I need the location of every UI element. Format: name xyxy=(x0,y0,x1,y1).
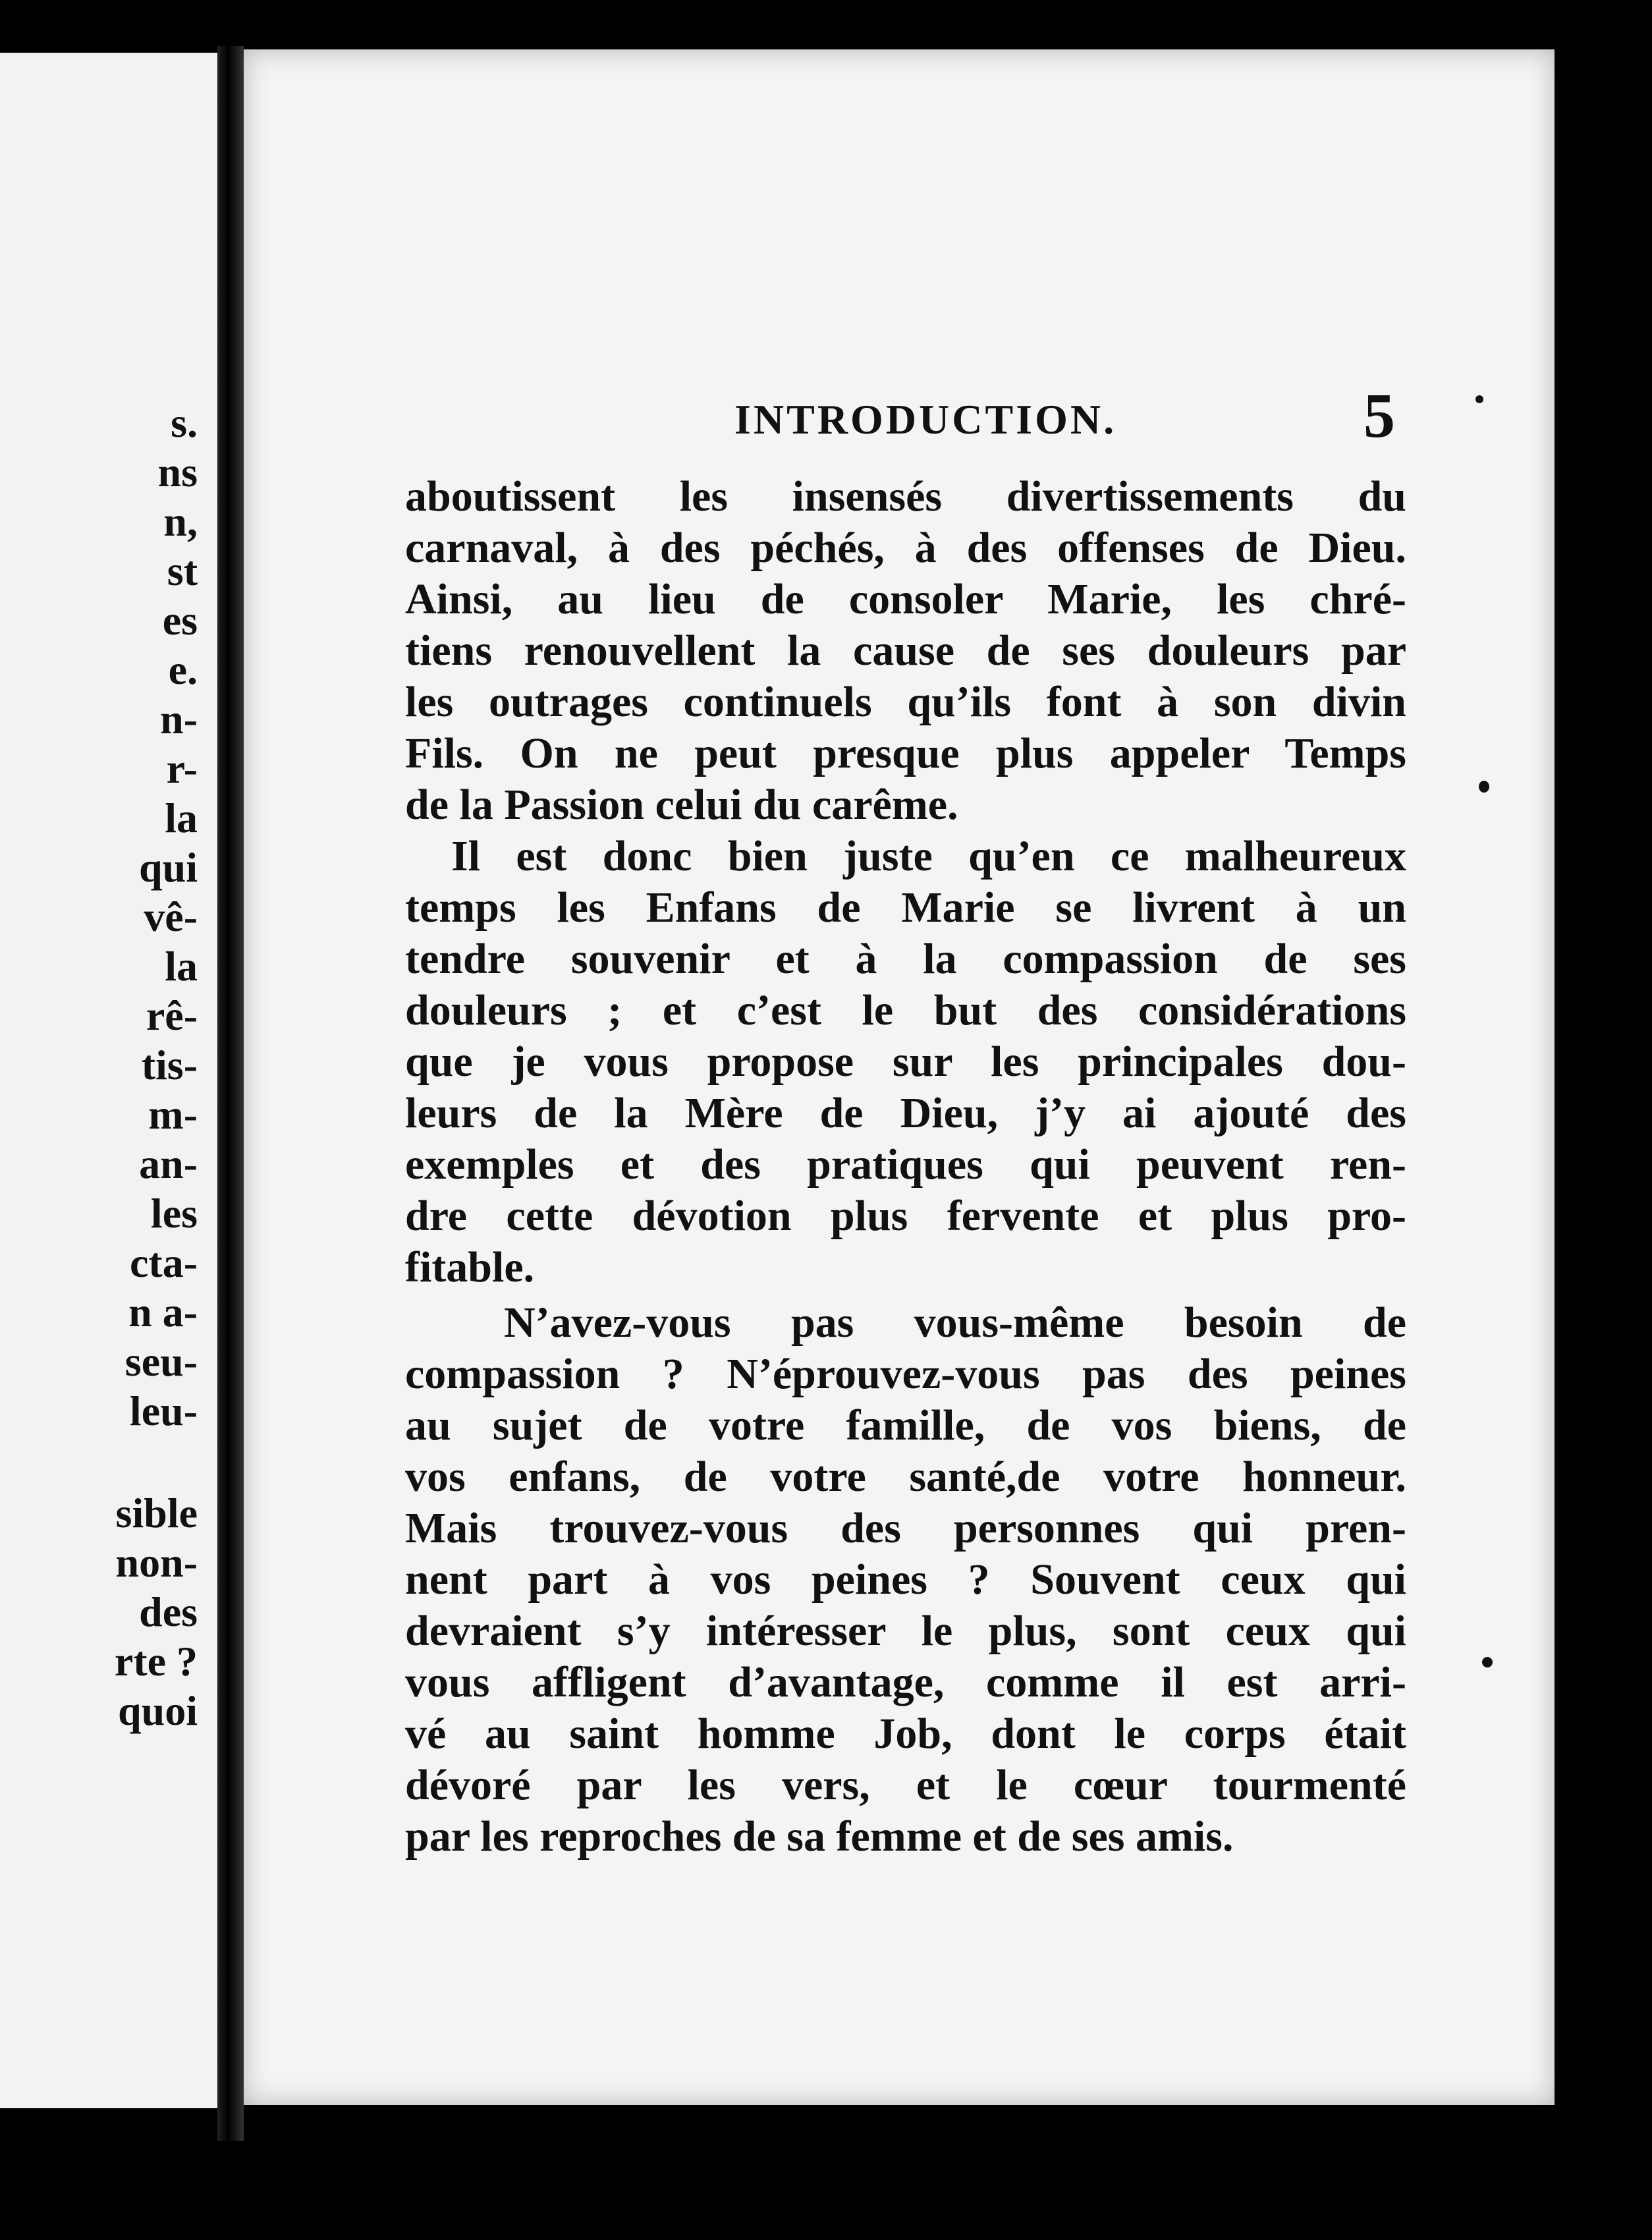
text-line: par les reproches de sa femme et de ses amis. xyxy=(405,1812,1234,1861)
text-line: nent part à vos peines ? Souvent ceux qui xyxy=(405,1555,1406,1604)
text-line: de la Passion celui du carême. xyxy=(405,781,958,829)
left-page-text: non- xyxy=(115,1539,198,1586)
text-line: exemples et des pratiques qui peuvent ren- xyxy=(405,1140,1406,1189)
text-line: Ainsi, au lieu de consoler Marie, les chré- xyxy=(405,575,1406,623)
text-line: Il est donc bien juste qu’en ce malheureux xyxy=(451,832,1406,880)
previous-page-fragment xyxy=(0,53,217,2108)
left-page-text: an- xyxy=(139,1140,198,1187)
left-page-text: es xyxy=(162,597,198,644)
left-page-text: ns xyxy=(157,449,198,495)
left-page-text: r- xyxy=(166,745,198,792)
left-page-text: e. xyxy=(168,646,198,693)
text-line: carnaval, à des péchés, à des offenses de Dieu. xyxy=(405,524,1406,572)
running-title: INTRODUCTION. xyxy=(734,396,1117,443)
text-line: leurs de la Mère de Dieu, j’y ai ajouté des xyxy=(405,1089,1406,1137)
text-line: Fils. On ne peut presque plus appeler Temps xyxy=(405,729,1406,777)
text-line: dévoré par les vers, et le cœur tourmenté xyxy=(405,1761,1406,1809)
left-page-text: n a- xyxy=(128,1289,198,1335)
text-line: N’avez-vous pas vous-même besoin de xyxy=(504,1299,1406,1347)
text-line: compassion ? N’éprouvez-vous pas des peines xyxy=(405,1350,1406,1398)
left-page-text: seu- xyxy=(124,1338,198,1385)
left-page-text: m- xyxy=(148,1091,198,1138)
left-page-text: sible xyxy=(115,1490,198,1536)
text-line: vé au saint homme Job, dont le corps était xyxy=(405,1710,1406,1758)
page-number: 5 xyxy=(1363,380,1395,451)
left-page-text: la xyxy=(165,943,198,990)
body-text xyxy=(405,471,1406,1862)
left-page-text: tis- xyxy=(141,1042,198,1088)
text-line: vous affligent d’avantage, comme il est arri- xyxy=(405,1658,1406,1706)
left-page-text: rê- xyxy=(146,992,198,1039)
text-line: vos enfans, de votre santé,de votre honneur. xyxy=(405,1453,1406,1501)
book-page xyxy=(244,49,1555,2105)
left-page-text: quoi xyxy=(118,1687,198,1734)
text-line: que je vous propose sur les principales dou- xyxy=(405,1038,1406,1086)
left-page-text: la xyxy=(165,795,198,841)
text-line: dre cette dévotion plus fervente et plus pro- xyxy=(405,1192,1406,1240)
left-page-text: cta- xyxy=(129,1239,198,1286)
text-line: les outrages continuels qu’ils font à son divin xyxy=(405,678,1406,726)
text-line: temps les Enfans de Marie se livrent à un xyxy=(405,883,1406,932)
text-line: tiens renouvellent la cause de ses douleurs par xyxy=(405,627,1406,675)
running-head xyxy=(244,359,1555,451)
left-page-text: rte ? xyxy=(114,1638,198,1685)
text-line: douleurs ; et c’est le but des considérations xyxy=(405,986,1406,1034)
left-page-text: leu- xyxy=(129,1387,198,1434)
left-page-text: qui xyxy=(139,844,198,891)
left-page-text: st xyxy=(167,547,198,594)
ink-speck xyxy=(1482,1657,1493,1667)
text-line: tendre souvenir et à la compassion de ses xyxy=(405,935,1406,983)
left-page-text: s. xyxy=(171,399,198,446)
text-line: au sujet de votre famille, de vos biens, de xyxy=(405,1401,1406,1449)
book-spine-gutter xyxy=(217,46,244,2141)
left-page-text: n, xyxy=(163,498,198,545)
left-page-text: vê- xyxy=(144,893,198,940)
left-page-text: les xyxy=(150,1190,198,1237)
text-line: Mais trouvez-vous des personnes qui pren- xyxy=(405,1504,1406,1552)
left-page-text: n- xyxy=(160,696,198,742)
left-page-text: des xyxy=(139,1588,198,1635)
text-line: fitable. xyxy=(405,1243,535,1291)
text-line: aboutissent les insensés divertissements du xyxy=(405,472,1406,520)
ink-speck xyxy=(1475,395,1483,403)
ink-speck xyxy=(1479,781,1489,793)
text-line: devraient s’y intéresser le plus, sont ceux qui xyxy=(405,1607,1406,1655)
